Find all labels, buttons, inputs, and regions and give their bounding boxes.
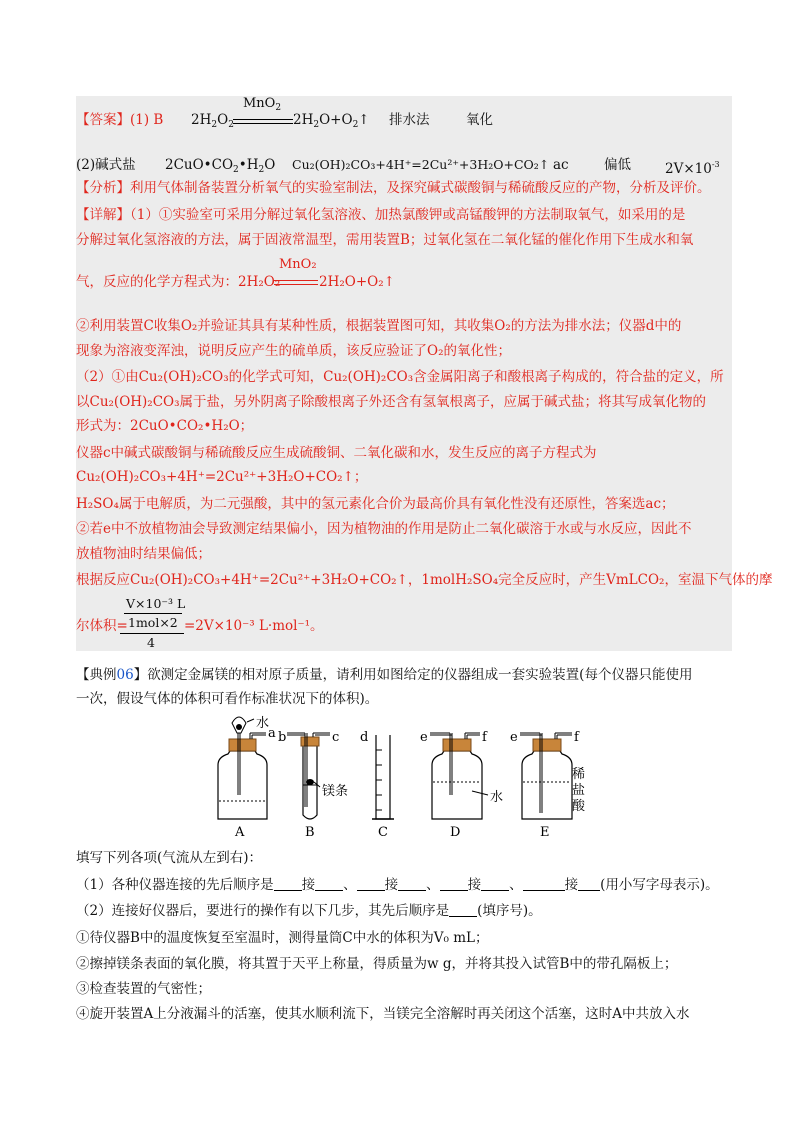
blank-4[interactable] xyxy=(398,876,426,891)
detail-double-line xyxy=(274,280,318,285)
blank-order[interactable] xyxy=(449,902,477,917)
fraction-top-numerator: V×10⁻³ L xyxy=(126,596,186,611)
blank-1[interactable] xyxy=(274,876,302,891)
detail-line-4: ②利用装置C收集O₂并验证其具有某种性质，根据装置图可知，其收集O₂的方法为排水法；仪器d中的 xyxy=(76,318,682,334)
analysis-text: 利用气体制备装置分析氧气的实验室制法，及探究碱式碳酸铜与稀硫酸反应的产物，分析及评价。 xyxy=(130,180,711,196)
fig-label-magnesium: 镁条 xyxy=(322,784,349,799)
step-3: ③检查装置的气密性； xyxy=(76,981,211,997)
answer-value: $2V\times 10^{-3}$ xyxy=(665,160,720,177)
step-2: ②擦掉镁条表面的氧化膜，将其置于天平上称量，得质量为w g，并将其投入试管B中的带孔隔板上； xyxy=(76,956,678,972)
detail-line-15-suffix: =2V×10⁻³ L·mol⁻¹。 xyxy=(184,618,324,634)
detail-line-9: 仪器c中碱式碳酸铜与稀硫酸反应生成硫酸铜、二氧化碳和水，发生反应的离子方程式为 xyxy=(76,445,597,461)
blank-5[interactable] xyxy=(440,876,468,891)
fig-label-A: A xyxy=(235,825,245,840)
step-1: ①待仪器B中的温度恢复至室温时，测得量筒C中水的体积为V₀ mL； xyxy=(76,930,489,946)
detail-tag: 【详解】 xyxy=(76,207,130,223)
fill-intro: 填写下列各项(气流从左到右)： xyxy=(76,850,263,866)
detail-line-3: 气，反应的化学方程式为：2H₂O₂ xyxy=(76,274,281,290)
answer-oxide-form: $2CuO•CO_2•H_2O$ xyxy=(165,157,276,175)
blank-7[interactable] xyxy=(523,876,565,891)
blank-8[interactable] xyxy=(578,876,600,891)
apparatus-b xyxy=(287,733,330,819)
fraction-top-denominator: 1mol×2 xyxy=(128,615,178,630)
equation-1-catalyst: MnO$_2$ xyxy=(243,96,282,113)
fig-label-a-port: a xyxy=(268,726,276,741)
equation-1-right: $2H_2O+O_2↑$ xyxy=(293,112,370,130)
answer-result: 偏低 xyxy=(604,157,631,173)
analysis-tag: 【分析】 xyxy=(76,180,130,196)
detail-line-15-prefix: 尔体积= xyxy=(76,618,128,634)
detail-equation-right: 2H₂O+O₂↑ xyxy=(319,274,395,290)
example-number: 06 xyxy=(116,667,134,683)
example-line-2: 一次，假设气体的体积可看作标准状况下的体积)。 xyxy=(76,691,379,707)
fig-label-water-d: 水 xyxy=(490,790,504,805)
detail-line-14: 根据反应Cu₂(OH)₂CO₃+4H⁺=2Cu²⁺+3H₂O+CO₂↑，1molH₂SO₄完全反应时，产生VmLCO₂，室温下气体的摩 xyxy=(76,572,773,588)
fraction-denominator: 4 xyxy=(147,635,155,650)
apparatus-figure xyxy=(210,715,610,840)
equation-1-left: $2H_2O_2$ xyxy=(191,112,234,130)
apparatus-a xyxy=(218,716,270,819)
fig-label-c-port: c xyxy=(332,730,340,745)
answer-part-1: (1) B xyxy=(130,112,164,128)
fig-label-B: B xyxy=(305,825,315,840)
detail-line-1: 【详解】（1）①实验室可采用分解过氧化氢溶液、加热氯酸钾或高锰酸钾的方法制取氧气，如采用的是 xyxy=(76,207,686,223)
answer-method: 排水法 xyxy=(389,112,430,128)
fig-label-d-port: d xyxy=(360,730,369,745)
step-4: ④旋开装置A上分液漏斗的活塞，使其水顺利流下，当镁完全溶解时再关闭这个活塞，这时A中共放入水 xyxy=(76,1006,690,1022)
fig-label-f-port-e: f xyxy=(574,730,579,745)
fig-label-D: D xyxy=(450,825,461,840)
example-line-1: 【典例06】欲测定金属镁的相对原子质量，请利用如图给定的仪器组成一套实验装置(每个仪器只能使用 xyxy=(76,667,693,683)
detail-line-11: H₂SO₄属于电解质，为二元强酸，其中的氢元素化合价为最高价具有氧化性没有还原性，答案选ac； xyxy=(76,496,675,512)
apparatus-c xyxy=(372,735,394,819)
detail-line-12: ②若e中不放植物油会导致测定结果偏小，因为植物油的作用是防止二氧化碳溶于水或与水反应，因此不 xyxy=(76,521,692,537)
apparatus-e xyxy=(520,733,572,819)
answer-tag: 【答案】 xyxy=(76,112,130,128)
answer-part-2: (2)碱式盐 xyxy=(76,157,136,173)
analysis-line xyxy=(76,178,711,198)
fig-label-water-a: 水 xyxy=(256,716,270,731)
question-2: （2）连接好仪器后，要进行的操作有以下几步，其先后顺序是 (填序号)。 xyxy=(76,903,542,919)
blank-3[interactable] xyxy=(357,876,385,891)
detail-line-5: 现象为溶液变浑浊，说明反应产生的硫单质，该反应验证了O₂的氧化性； xyxy=(76,343,511,359)
answer-line-1 xyxy=(76,110,163,130)
fig-label-acid-2: 盐 xyxy=(572,783,586,798)
detail-catalyst: MnO₂ xyxy=(279,257,317,272)
blank-2[interactable] xyxy=(315,876,343,891)
fig-label-acid-1: 稀 xyxy=(572,767,586,782)
detail-line-6: （2）①由Cu₂(OH)₂CO₃的化学式可知，Cu₂(OH)₂CO₃含金属阳离子和酸根离子构成的，符合盐的定义，所 xyxy=(76,369,724,385)
question-1: （1）各种仪器连接的先后顺序是 接 、 接 、 接 、 接 (用小写字母表示)。 xyxy=(76,877,719,893)
fig-label-e-port-e: e xyxy=(510,730,518,745)
fig-label-b-port: b xyxy=(278,730,287,745)
blank-6[interactable] xyxy=(481,876,509,891)
detail-line-8: 形式为：2CuO•CO₂•H₂O； xyxy=(76,418,254,434)
detail-line-2: 分解过氧化氢溶液的方法，属于固液常温型，需用装置B；过氧化氢在二氧化锰的催化作用下生成水和氧 xyxy=(76,232,694,248)
detail-line-13: 放植物油时结果偏低； xyxy=(76,546,211,562)
fig-label-C: C xyxy=(378,825,388,840)
fig-label-e-port-d: e xyxy=(420,730,428,745)
detail-line-10: Cu₂(OH)₂CO₃+4H⁺=2Cu²⁺+3H₂O+CO₂↑； xyxy=(76,469,368,485)
fig-label-f-port-d: f xyxy=(482,730,487,745)
fig-label-acid-3: 酸 xyxy=(572,799,586,814)
answer-choice: ac xyxy=(553,157,569,173)
answer-property: 氧化 xyxy=(466,112,493,128)
equation-1-double-line xyxy=(233,119,293,124)
answer-ionic-equation: Cu₂(OH)₂CO₃+4H⁺=2Cu²⁺+3H₂O+CO₂↑ xyxy=(292,157,550,172)
apparatus-d xyxy=(430,733,488,819)
detail-line-7: 以Cu₂(OH)₂CO₃属于盐，另外阴离子除酸根离子外还含有氢氧根离子，应属于碱式盐；将其写成氧化物的 xyxy=(76,394,707,410)
fig-label-E: E xyxy=(540,825,550,840)
